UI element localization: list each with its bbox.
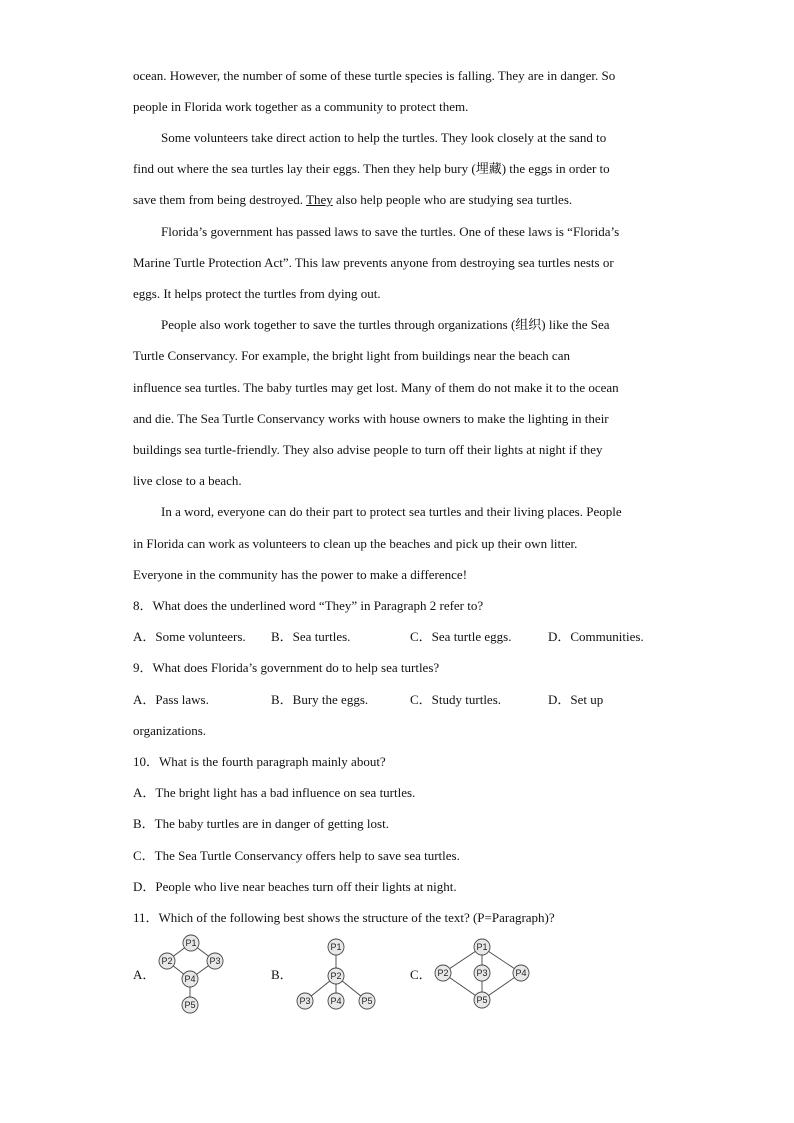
q9-option-d[interactable]: D．Set up (548, 692, 604, 707)
q9-option-c[interactable]: C．Study turtles. (410, 692, 502, 707)
node-p3 (297, 993, 313, 1009)
q10-option-a[interactable]: A．The bright light has a bad influence on sea turtles. (133, 785, 416, 800)
passage-p4-line4: and die. The Sea Turtle Conservancy works with house owners to make the lighting in their (133, 411, 609, 426)
svg-text:P3: P3 (476, 968, 488, 978)
node-p4 (328, 993, 344, 1009)
node-p3 (207, 953, 223, 969)
q8-option-b[interactable]: B．Sea turtles. (271, 629, 351, 644)
node-p4 (182, 971, 198, 987)
q8-option-a[interactable]: A．Some volunteers. (133, 629, 246, 644)
svg-text:P4: P4 (184, 974, 196, 984)
q8-option-c[interactable]: C．Sea turtle eggs. (410, 629, 512, 644)
q10-option-c[interactable]: C．The Sea Turtle Conservancy offers help to save sea turtles. (133, 848, 460, 863)
svg-text:P1: P1 (185, 938, 197, 948)
q11-option-c-label[interactable]: C． (410, 967, 432, 982)
svg-text:P1: P1 (476, 942, 488, 952)
node-p2 (328, 968, 344, 984)
q10-option-b[interactable]: B．The baby turtles are in danger of getting lost. (133, 816, 389, 831)
svg-text:P4: P4 (330, 996, 342, 1006)
underlined-word-they: They (306, 192, 333, 207)
svg-text:P3: P3 (299, 996, 311, 1006)
q11-diagram-b[interactable] (290, 934, 385, 1014)
node-p1 (474, 939, 490, 955)
passage-text: also help people who are studying sea turtles. (332, 192, 573, 207)
passage-p4-line5: buildings sea turtle-friendly. They also advise people to turn off their lights at night if they (133, 442, 603, 457)
passage-p5-line3: Everyone in the community has the power to make a difference! (133, 567, 468, 582)
passage-p2-line2: find out where the sea turtles lay their eggs. Then they help bury (埋藏) the eggs in order to (133, 161, 610, 176)
svg-text:P5: P5 (361, 996, 373, 1006)
node-p2 (435, 965, 451, 981)
passage-p2-line1: Some volunteers take direct action to help the turtles. They look closely at the sand to (161, 130, 607, 145)
node-p1 (328, 939, 344, 955)
question-9-stem: 9．What does Florida’s government do to help sea turtles? (133, 660, 440, 675)
passage-p4-line6: live close to a beach. (133, 473, 242, 488)
q9-option-a[interactable]: A．Pass laws. (133, 692, 209, 707)
svg-text:P4: P4 (515, 968, 527, 978)
passage-p1-line2: people in Florida work together as a community to protect them. (133, 99, 469, 114)
node-p3 (474, 965, 490, 981)
passage-p5-line1: In a word, everyone can do their part to protect sea turtles and their living places. People (161, 504, 622, 519)
passage-p2-line3 (133, 192, 572, 208)
q11-diagram-a[interactable] (150, 932, 235, 1016)
svg-text:P5: P5 (184, 1000, 196, 1010)
passage-p4-line1: People also work together to save the turtles through organizations (组织) like the Sea (161, 317, 610, 332)
passage-text: save them from being destroyed. (133, 192, 307, 207)
q11-option-b-label[interactable]: B． (271, 967, 293, 982)
q9-option-b[interactable]: B．Bury the eggs. (271, 692, 369, 707)
q11-diagram-c[interactable] (428, 934, 538, 1014)
question-11-stem: 11．Which of the following best shows the structure of the text? (P=Paragraph)? (133, 910, 555, 925)
passage-p5-line2: in Florida can work as volunteers to clean up the beaches and pick up their own litter. (133, 536, 578, 551)
passage-p4-line2: Turtle Conservancy. For example, the bright light from buildings near the beach can (133, 348, 570, 363)
passage-p3-line2: Marine Turtle Protection Act”. This law prevents anyone from destroying sea turtles nests or (133, 255, 614, 270)
node-p5 (474, 992, 490, 1008)
node-p5 (182, 997, 198, 1013)
q9-option-d-continued: organizations. (133, 723, 207, 738)
question-10-stem: 10．What is the fourth paragraph mainly about? (133, 754, 386, 769)
node-p4 (513, 965, 529, 981)
q8-option-d[interactable]: D．Communities. (548, 629, 644, 644)
svg-text:P2: P2 (437, 968, 449, 978)
passage-p3-line3: eggs. It helps protect the turtles from dying out. (133, 286, 381, 301)
node-p1 (183, 935, 199, 951)
q10-option-d[interactable]: D．People who live near beaches turn off their lights at night. (133, 879, 457, 894)
svg-text:P2: P2 (330, 971, 342, 981)
q11-option-a-label[interactable]: A． (133, 967, 156, 982)
svg-text:P5: P5 (476, 995, 488, 1005)
question-8-stem: 8．What does the underlined word “They” in Paragraph 2 refer to? (133, 598, 484, 613)
svg-text:P3: P3 (209, 956, 221, 966)
node-p2 (159, 953, 175, 969)
svg-text:P2: P2 (161, 956, 173, 966)
passage-p1-line1: ocean. However, the number of some of these turtle species is falling. They are in danger. So (133, 68, 616, 83)
svg-text:P1: P1 (330, 942, 342, 952)
node-p5 (359, 993, 375, 1009)
passage-p4-line3: influence sea turtles. The baby turtles may get lost. Many of them do not make it to the ocean (133, 380, 619, 395)
passage-p3-line1: Florida’s government has passed laws to save the turtles. One of these laws is “Florida’s (161, 224, 620, 239)
